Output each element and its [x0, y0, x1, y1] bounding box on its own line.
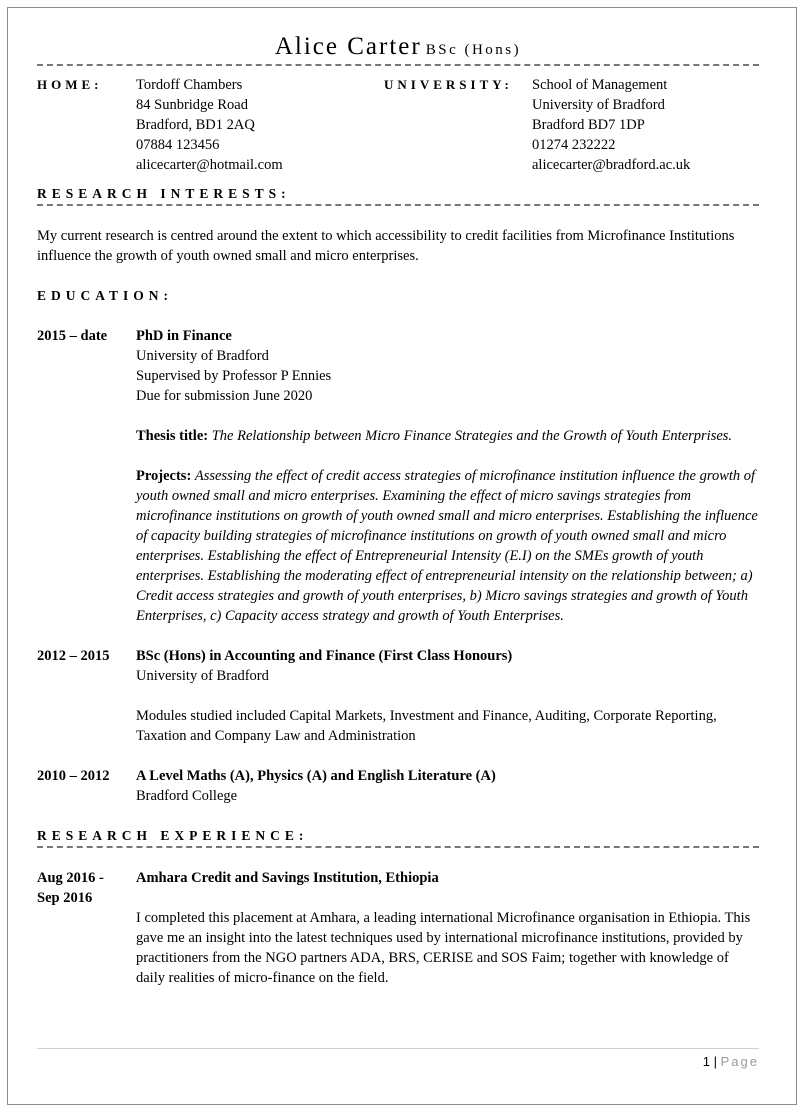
entry-modules: Modules studied included Capital Markets, Investment and Finance, Auditing, Corporate Reporting, Taxation and Company Law and Administration	[136, 708, 717, 744]
experience-entry	[37, 868, 759, 988]
university-line: University of Bradford	[532, 97, 665, 113]
university-label: UNIVERSITY:	[384, 77, 513, 92]
entry-line: Due for submission June 2020	[136, 388, 313, 404]
entry-title: BSc (Hons) in Accounting and Finance (First Class Honours)	[136, 648, 513, 664]
page-footer	[37, 1048, 759, 1069]
research-experience-heading: RESEARCH EXPERIENCE:	[37, 828, 309, 843]
entry-title: A Level Maths (A), Physics (A) and English Literature (A)	[136, 768, 496, 784]
entry-date: 2015 – date	[37, 328, 108, 344]
entry-date: 2012 – 2015	[37, 648, 110, 664]
candidate-degree: BSc (Hons)	[425, 42, 522, 58]
projects	[136, 466, 759, 626]
page-label: Page	[720, 1054, 759, 1069]
entry-date-end: Sep 2016	[37, 890, 93, 906]
education-heading: EDUCATION:	[37, 288, 174, 303]
page-number: 1	[702, 1054, 710, 1069]
entry-title: Amhara Credit and Savings Institution, Ethiopia	[136, 870, 439, 886]
home-line: Tordoff Chambers	[136, 77, 243, 93]
entry-date	[37, 868, 127, 908]
university-address	[532, 75, 690, 175]
home-email: alicecarter@hotmail.com	[136, 157, 283, 173]
entry-institution: Bradford College	[136, 788, 238, 804]
education-entry-phd	[37, 326, 759, 626]
entry-line: Supervised by Professor P Ennies	[136, 368, 332, 384]
page-separator: |	[713, 1054, 717, 1069]
thesis-text: The Relationship between Micro Finance Strategies and the Growth of Youth Enterprises.	[211, 428, 733, 444]
divider	[37, 846, 759, 848]
research-interests-heading: RESEARCH INTERESTS:	[37, 186, 291, 201]
home-phone: 07884 123456	[136, 137, 220, 153]
home-label: HOME:	[37, 77, 103, 92]
home-line: Bradford, BD1 2AQ	[136, 117, 255, 133]
entry-date-start: Aug 2016 -	[37, 870, 104, 886]
candidate-name: Alice Carter	[274, 33, 422, 60]
divider	[37, 204, 759, 206]
university-email: alicecarter@bradford.ac.uk	[532, 157, 691, 173]
entry-institution: University of Bradford	[136, 668, 269, 684]
university-phone: 01274 232222	[532, 137, 616, 153]
university-line: School of Management	[532, 77, 668, 93]
contact-block	[37, 66, 759, 184]
entry-title: PhD in Finance	[136, 328, 232, 344]
entry-description: I completed this placement at Amhara, a leading international Microfinance organisation in Ethiopia. This gave me an insight into the latest techniques used by international microfinance institutions, provided by practitioners from the NGO partners ADA, BRS, CERISE and SOS Faim; together with knowledge of daily realities of micro-finance on the field.	[136, 910, 751, 986]
education-entry-alevel	[37, 766, 759, 806]
thesis-label: Thesis title:	[136, 428, 209, 444]
page-title	[37, 30, 759, 64]
university-line: Bradford BD7 1DP	[532, 117, 645, 133]
home-address	[136, 75, 283, 175]
thesis-title	[136, 426, 759, 446]
entry-line: University of Bradford	[136, 348, 269, 364]
education-entry-bsc	[37, 646, 759, 746]
cv-document	[37, 30, 759, 988]
research-interests-text: My current research is centred around the extent to which accessibility to credit facilities from Microfinance Institutions influence the growth of youth owned small and micro enterprises.	[37, 228, 735, 264]
entry-date: 2010 – 2012	[37, 768, 110, 784]
projects-text: Assessing the effect of credit access strategies of microfinance institution influence the growth of youth owned small and micro enterprises. Examining the effect of micro savings strategies from microfinance institutions on growth of youth owned small and micro enterprises. Establishing the influence of capacity building strategies of microfinance institutions on growth of youth owned small and micro enterprises. Establishing the effect of Entrepreneurial Intensity (E.I) on the SMEs growth of youth enterprises. Establishing the moderating effect of entrepreneurial intensity on the relationship between; a) Credit access strategies and growth of youth enterprises, b) Micro savings strategies and growth of Youth Enterprises, c) Capacity access strategy and growth of Youth Enterprises.	[136, 468, 758, 624]
home-line: 84 Sunbridge Road	[136, 97, 248, 113]
projects-label: Projects:	[136, 468, 192, 484]
